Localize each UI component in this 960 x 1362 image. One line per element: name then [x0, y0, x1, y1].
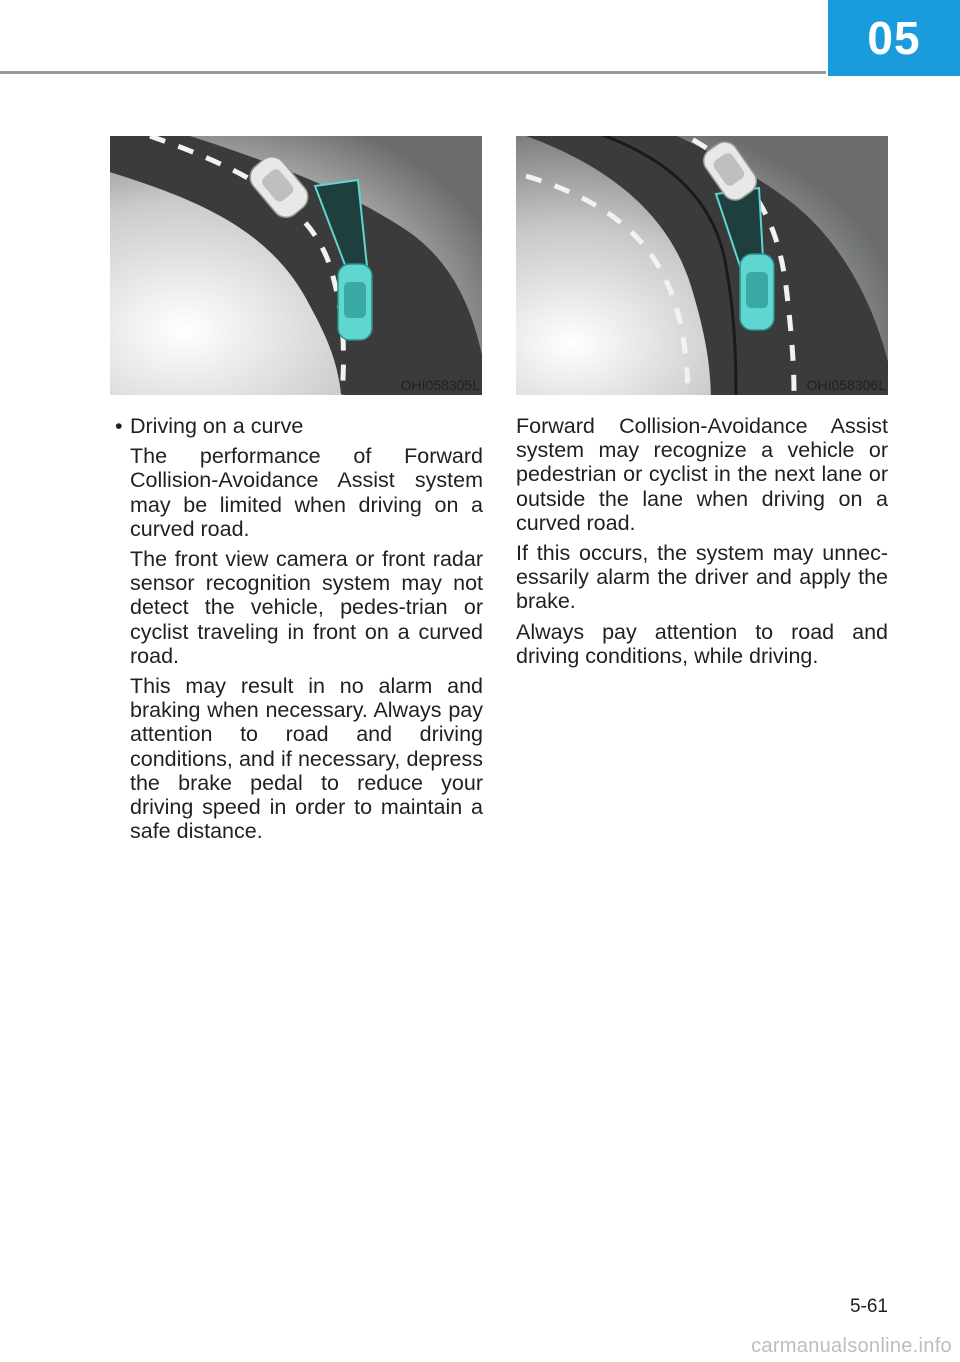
bullet-heading	[115, 414, 483, 438]
curve-single-lane-illustration	[110, 136, 482, 395]
left-column	[115, 414, 483, 849]
chapter-tab: 05	[828, 0, 960, 76]
paragraph: Forward Collision-Avoidance Assist system may recognize a vehicle or pedestrian or cyclist in the next lane or outside the lane when driving on a curved road.	[516, 414, 888, 535]
bullet-heading-text: Driving on a curve	[130, 414, 304, 438]
curve-adjacent-lane-illustration	[516, 136, 888, 395]
watermark: carmanualsonline.info	[751, 1335, 952, 1357]
paragraph: The front view camera or front radar sensor recognition system may not detect the vehicle, pedes-trian or cyclist traveling in front on a curved road.	[130, 547, 483, 668]
figure-code: OHI058305L	[400, 377, 480, 393]
header-rule	[0, 71, 826, 74]
figure-code: OHI058306L	[806, 377, 886, 393]
paragraph: If this occurs, the system may unnec-essarily alarm the driver and apply the brake.	[516, 541, 888, 614]
figure-curve-single-lane	[110, 136, 482, 395]
bullet-icon: •	[115, 414, 123, 438]
paragraph: Always pay attention to road and driving conditions, while driving.	[516, 619, 888, 668]
paragraph: The performance of Forward Collision-Avoidance Assist system may be limited when driving on a curved road.	[130, 444, 483, 541]
right-column	[516, 414, 888, 674]
paragraph: This may result in no alarm and braking when necessary. Always pay attention to road and driving conditions, and if necessary, depress the brake pedal to reduce your driving speed in order to maintain a safe distance.	[130, 674, 483, 844]
figure-curve-adjacent-lane	[516, 136, 888, 395]
page-number: 5-61	[849, 1296, 888, 1317]
